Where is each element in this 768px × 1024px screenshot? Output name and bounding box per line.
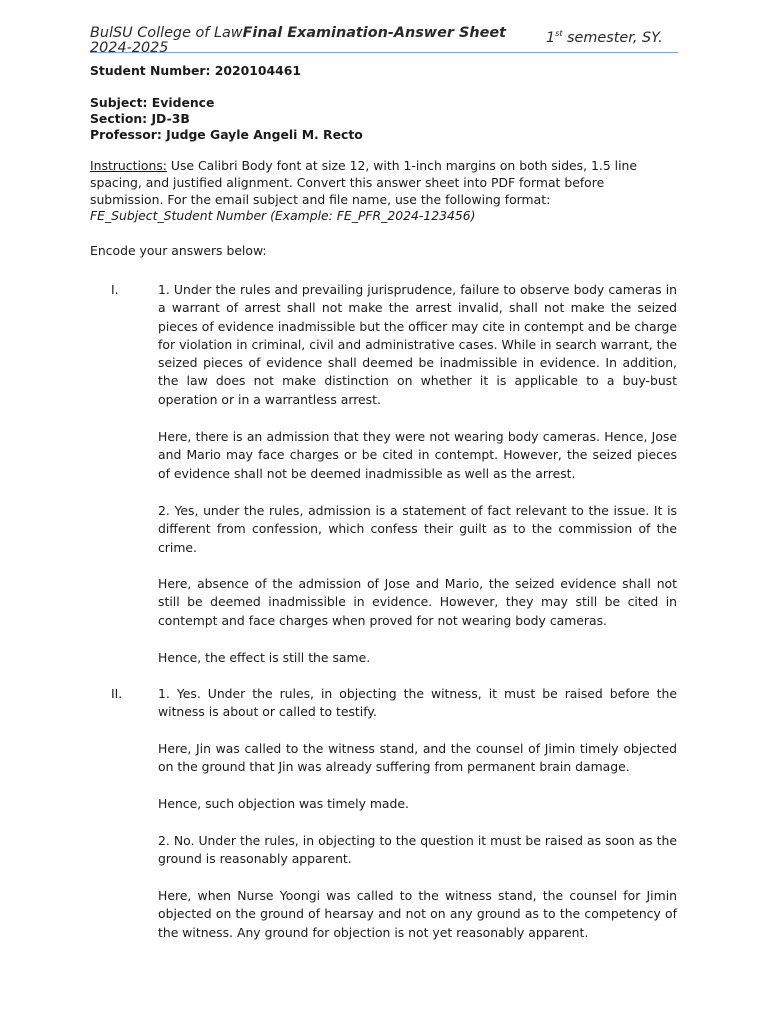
college-name: BulSU College of Law [90, 25, 243, 41]
instructions-text: Use Calibri Body font at size 12, with 1-inch margins on both sides, 1.5 line spacing, and justified alignment. Convert this answer sheet into PDF format before submission. For the email subject and file name, use the following format: [90, 158, 638, 207]
answer-paragraph: 2. No. Under the rules, in objecting to the question it must be raised as soon as the ground is reasonably apparent. [158, 833, 677, 867]
answer-paragraph: Here, Jin was called to the witness stand, and the counsel of Jimin timely objected on the ground that Jin was already suffering from permanent brain damage. [158, 741, 677, 775]
section-line: Section: JD-3B [90, 111, 190, 126]
professor-line: Professor: Judge Gayle Angeli M. Recto [90, 127, 363, 142]
answer-paragraph: 2. Yes, under the rules, admission is a statement of fact relevant to the issue. It is different from confession, which confess their guilt as to the commission of the crime. [158, 503, 677, 555]
answer-paragraph: Hence, the effect is still the same. [158, 650, 371, 665]
answer-paragraph: 1. Yes. Under the rules, in objecting the witness, it must be raised before the witness is about or called to testify. [158, 686, 677, 720]
section-numeral: I. [111, 282, 119, 297]
answer-paragraph: Here, absence of the admission of Jose and Mario, the seized evidence shall not still be deemed inadmissible in evidence. However, they may still be cited in contempt and face charges when proved for not wearing body cameras. [158, 576, 677, 628]
answer-paragraph: 1. Under the rules and prevailing jurisprudence, failure to observe body cameras in a warrant of arrest shall not make the arrest invalid, shall not make the seized pieces of evidence inadmissible but the officer may cite in contempt and be charge for violation in criminal, civil and administrative cases. While in search warrant, the seized pieces of evidence shall deemed be inadmissible in evidence. In addition, the law does not make distinction on whether it is applicable to a buy-bust operation or in a warrantless arrest. [158, 282, 677, 407]
student-number: Student Number: 2020104461 [90, 63, 301, 78]
instructions-label: Instructions: [90, 158, 167, 173]
semester-label: 1st semester, SY. [546, 29, 663, 46]
page-header [90, 25, 678, 56]
answer-paragraph: Here, when Nurse Yoongi was called to the witness stand, the counsel for Jimin objected on the ground of hearsay and not on any ground as to the competency of the witness. Any ground for objection is not yet reasonably apparent. [158, 888, 677, 940]
answer-paragraph: Hence, such objection was timely made. [158, 796, 409, 811]
subject-line: Subject: Evidence [90, 95, 215, 110]
encode-prompt: Encode your answers below: [90, 243, 267, 258]
instructions [90, 158, 677, 225]
exam-title: Final Examination-Answer Sheet [242, 25, 506, 41]
section-numeral: II. [111, 686, 123, 701]
answer-paragraph: Here, there is an admission that they were not wearing body cameras. Hence, Jose and Mario may face charges or be cited in contempt. However, the seized pieces of evidence shall not be deemed inadmissible as well as the arrest. [158, 429, 677, 481]
file-name-format: FE_Subject_Student Number (Example: FE_PFR_2024-123456) [90, 208, 476, 224]
school-year: 2024-2025 [90, 40, 169, 56]
